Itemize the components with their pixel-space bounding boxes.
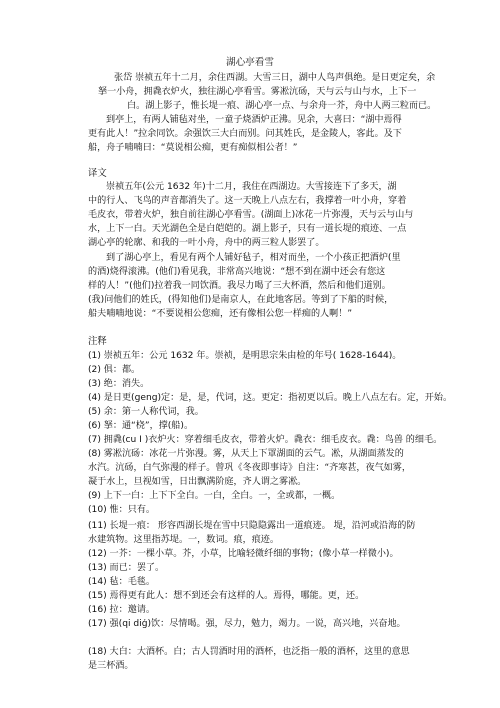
note-item: (6) 拏：通“桡”，撑(船)。 [88,421,194,431]
note-item: 是三杯酒。 [88,661,134,671]
translation-line: 样的人！”(他们)拉着我一同饮酒。我尽力喝了三大杯酒，然后和他们道别。 [88,281,391,291]
note-item: (15) 焉得更有此人：想不到还会有这样的人。焉得，哪能。更，还。 [88,591,365,601]
note-item: (1) 崇祯五年：公元 1632 年。崇祯，是明思宗朱由检的年号( 1628-1644)。 [88,351,402,361]
translation-line: 毛皮衣，带着火炉，独自前往湖心亭看雪。(湖面上)冰花一片弥漫，天与云与山与 [88,210,414,220]
note-item: 凝于水上，旦视如雪，日出飘满阶庭，齐人谓之雾凇。 [88,477,307,487]
note-item: (7) 拥毳(cu Ⅰ )衣炉火：穿着细毛皮衣，带着火炉。毳衣：细毛皮衣。毳：鸟兽 的细毛。 [88,435,443,445]
note-item: (12) 一芥：一棵小草。芥，小草，比喻轻微纤细的事物；(像小草一样微小)。 [88,549,399,559]
original-line: 更有此人！”拉余同饮。余强饮三大白而别。问其姓氏，是金陵人，客此。及下 [88,129,402,139]
note-item: (4) 是日更(geng)定：是，是，代词，这。更定：指初更以后。晚上八点左右。定，开始。 [88,393,453,403]
translation-line: 到了湖心亭上，看见有两个人铺好毡子，相对而坐，一个小孩正把酒炉(里 [106,253,401,263]
note-item: (10) 惟：只有。 [88,505,156,515]
note-item: (11) 长堤一痕： 形容西湖长堤在雪中只隐隐露出一道痕迹。 堤，沿河或沿海的防 [88,521,416,531]
note-item: (18) 大白：大酒杯。白；古人罚酒时用的酒杯，也泛指一般的酒杯，这里的意思 [88,647,410,657]
original-line: 拏一小舟，拥毳衣炉火，独往湖心亭看雪。雾凇沆砀，天与云与山与水，上下一 [98,87,417,97]
document-title: 湖心亭看雪 [226,57,274,68]
translation-line: (我)问他们的姓氏，(得知他们)是南京人，在此地客居。等到了下船的时候， [88,295,394,305]
translation-line: 湖心亭的轮廓、和我的一叶小舟，舟中的两三粒人影罢了。 [88,238,325,248]
note-item: (13) 而已：罢了。 [88,563,165,573]
original-line: 白。湖上影子，惟长堤一痕、湖心亭一点、与余舟一芥，舟中人两三粒而已。 [127,101,437,111]
translation-line: 水，上下一白。天光湖色全是白皑皑的。湖上影子，只有一道长堤的痕迹、一点 [88,224,407,234]
note-item: 水汽。沆砀，白气弥漫的样子。曾巩《冬夜即事诗》自注：“齐寒甚，夜气如雾， [88,463,411,473]
note-item: (2) 俱：都。 [88,365,141,375]
note-item: (5) 余：第一人称代词，我。 [88,407,204,417]
original-line: 到亭上，有两人铺毡对坐，一童子烧酒炉正沸。见余，大喜曰：“湖中焉得 [106,115,402,125]
original-line: 张岱 崇祯五年十二月，余住西湖。大雪三日，湖中人鸟声俱绝。是日更定矣，余 [114,73,436,83]
translation-line: 中的行人、飞鸟的声音都消失了。这一天晚上八点左右，我撑着一叶小舟，穿着 [88,196,407,206]
note-item: (9) 上下一白：上下下全白。一白，全白。一，全或都，一概。 [88,491,341,501]
notes-heading: 注释 [88,336,107,347]
note-item: (3) 绝：消失。 [88,379,150,389]
note-item: (8) 雾凇沆砀：冰花一片弥漫。雾，从天上下罩湖面的云气。凇，从湖面蒸发的 [88,449,404,459]
translation-line: 的酒)烧得滚沸。(他们)看见我，非常高兴地说：“想不到在湖中还会有您这 [88,267,386,277]
translation-heading: 译文 [88,168,107,179]
original-line: 船，舟子喃喃曰：“莫说相公痴，更有痴似相公者！” [88,143,298,153]
note-item: (17) 强(qi diģ)饮：尽情喝。强，尽力，勉力，竭力。一说，高兴地，兴奋地。 [88,619,406,629]
note-item: 水建筑物。这里指苏堤。一，数词。痕，痕迹。 [88,535,279,545]
note-item: (14) 毡：毛毯。 [88,577,156,587]
translation-line: 崇祯五年(公元 1632 年)十二月，我住在西湖边。大雪接连下了多天，湖 [106,182,397,192]
note-item: (16) 拉：邀请。 [88,605,156,615]
translation-line: 船夫喃喃地说：“不要说相公您痴，还有像相公您一样痴的人啊！” [88,309,353,319]
